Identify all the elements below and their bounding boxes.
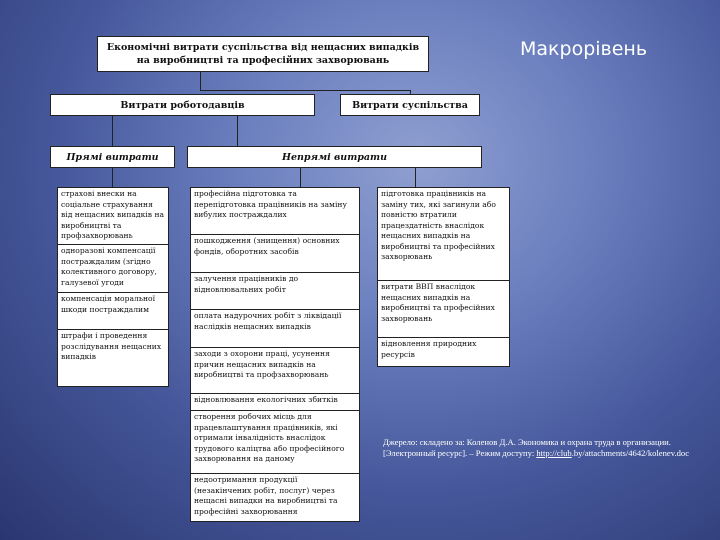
direct-costs-list — [57, 187, 169, 387]
list-item: пошкодження (знищення) основних фондів, оборотних засобів — [191, 234, 359, 272]
list-item: створення робочих місць для працевлаштування працівників, які отримали інвалідність внаслідок трудового каліцтва або професійного захворювання на даному — [191, 410, 359, 473]
indirect-costs-box — [187, 146, 482, 168]
connector — [200, 90, 410, 91]
macro-level-title: Макрорівень — [520, 38, 648, 60]
list-item: підготовка працівників на заміну тих, які загинули або повністю втратили працездатність внаслідок нещасних випадків на виробництві та професійних захворювань — [381, 189, 496, 261]
employers-costs-box — [50, 94, 315, 116]
employers-costs-label: Витрати роботодавців — [120, 99, 245, 111]
society-costs-list — [377, 187, 510, 367]
connector — [300, 168, 301, 187]
source-note — [383, 437, 703, 459]
list-item: компенсація моральної шкоди постраждалим — [58, 292, 168, 329]
list-item: залучення працівників до відновлювальних робіт — [191, 272, 359, 309]
connector — [112, 168, 113, 187]
direct-costs-label: Прямі витрати — [66, 151, 159, 163]
main-heading-text: Економічні витрати суспільства від нещасних випадків на виробництві та професійних захворювань — [106, 42, 420, 66]
list-item: одноразові компенсації постраждалим (згідно колективного договору, галузевої угоди — [58, 244, 168, 292]
connector — [415, 168, 416, 187]
list-item: відновлювання екологічних збитків — [191, 393, 359, 410]
direct-costs-box — [50, 146, 175, 168]
society-costs-box — [340, 94, 480, 116]
connector — [237, 116, 238, 146]
list-item: недоотримання продукції (незакінчених робіт, послуг) через нещасні випадки на виробництві та професійні захворювання — [191, 473, 359, 522]
source-suffix: .by/attachments/4642/kolenev.doc — [571, 448, 690, 458]
list-item: витрати ВВП внаслідок нещасних випадків на виробництві та професійних захворювань — [378, 280, 509, 337]
list-item: професійна підготовка та перепідготовка працівників на заміну вибулих постраждалих — [194, 189, 347, 219]
source-link[interactable]: http://club — [536, 448, 572, 458]
list-item: оплата надурочних робіт з ліквідації наслідків нещасних випадків — [191, 309, 359, 347]
society-costs-label: Витрати суспільства — [352, 99, 468, 111]
list-item: штрафи і проведення розслідування нещасних випадків — [58, 329, 168, 386]
connector — [112, 116, 113, 146]
main-heading-box — [97, 36, 429, 72]
list-item: страхові внески на соціальне страхування від нещасних випадків на виробництві та профзахворювань — [61, 189, 165, 240]
indirect-costs-label: Непрямі витрати — [281, 151, 388, 163]
source-prefix: Джерело: складено за: Коленов Д.А. Экономика и охрана труда в организации. [Электронный ресурс]. – Режим доступу: — [383, 437, 671, 458]
connector — [200, 72, 201, 90]
list-item: відновлення природних ресурсів — [378, 337, 509, 367]
list-item: заходи з охорони праці, усунення причин нещасних випадків на виробництві та профзахворювань — [191, 347, 359, 393]
indirect-costs-list — [190, 187, 360, 522]
